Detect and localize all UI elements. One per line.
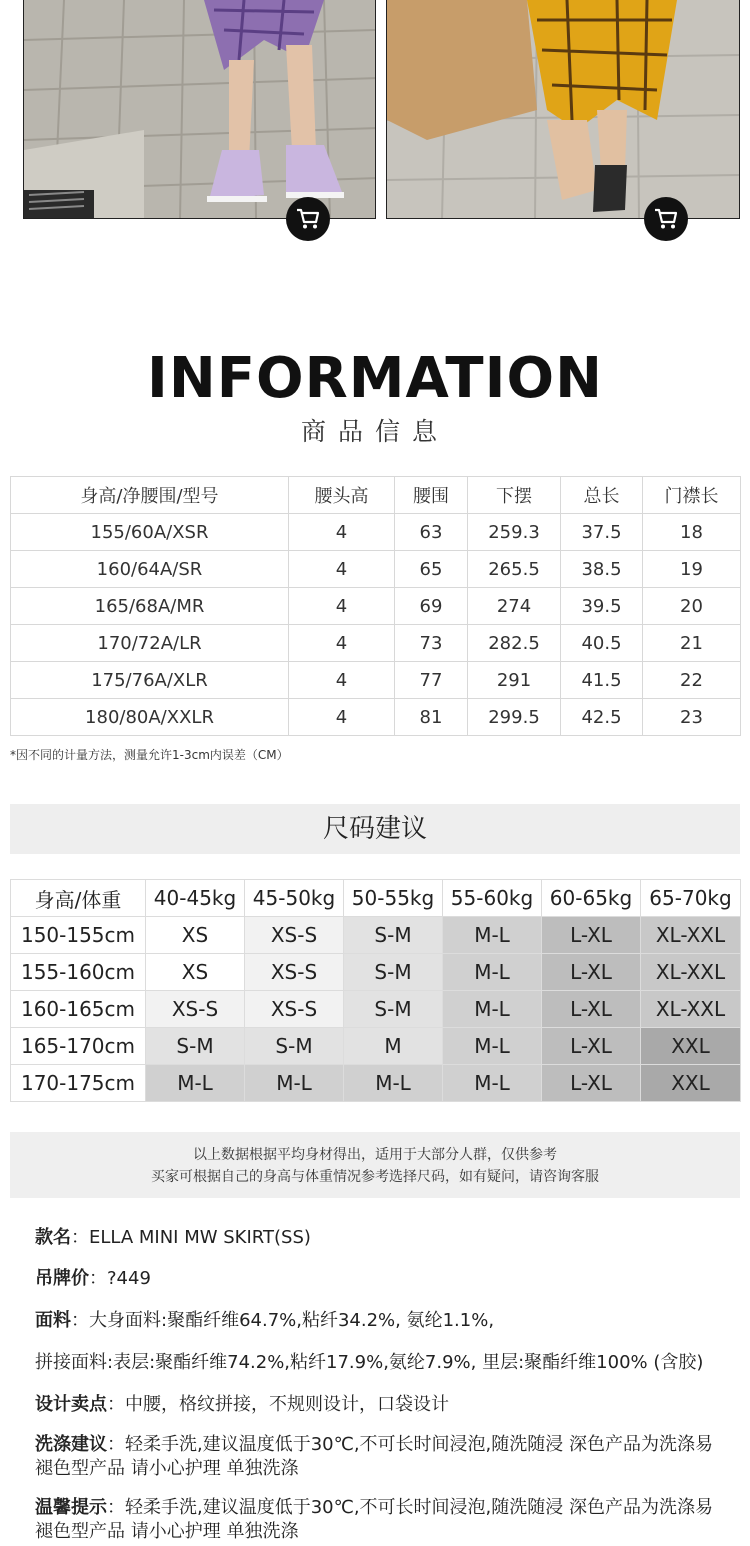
table-header-cell: 身高/净腰围/型号 [11,477,289,514]
table-cell: 170/72A/LR [11,625,289,662]
detail-fabric-extra: 拼接面料:表层:聚酯纤维74.2%,粘纤17.9%,氨纶7.9%, 里层:聚酯纤维100% (含胶) [35,1352,704,1373]
add-to-cart-button[interactable] [286,197,330,241]
table-cell: 259.3 [468,514,561,551]
size-cell: M-L [146,1065,245,1102]
detail-label: 款名 [35,1227,71,1248]
size-table [10,476,741,736]
table-row [11,917,741,954]
table-cell: 160-165cm [11,991,146,1028]
table-row [11,991,741,1028]
size-cell: S-M [344,917,443,954]
size-cell: M-L [245,1065,344,1102]
size-cell: XS [146,954,245,991]
table-header-cell: 腰头高 [289,477,395,514]
photo-illustration [387,0,740,219]
size-cell: L-XL [542,954,641,991]
table-cell: 150-155cm [11,917,146,954]
detail-value: ：?449 [89,1268,151,1289]
table-cell: 23 [643,699,741,736]
size-cell: S-M [245,1028,344,1065]
detail-value: ：大身面料:聚酯纤维64.7%,粘纤34.2%, 氨纶1.1%, [71,1310,495,1331]
table-header-cell: 45-50kg [245,880,344,917]
size-advice-table [10,879,741,1102]
table-cell: 77 [395,662,468,699]
table-cell: 40.5 [561,625,643,662]
table-cell: 291 [468,662,561,699]
table-row [11,699,741,736]
detail-value: ：轻柔手洗,建议温度低于30℃,不可长时间浸泡,随洗随浸 深色产品为洗涤易褪色型产品 请小心护理 单独洗涤 [35,1434,714,1479]
size-cell: XXL [641,1065,741,1102]
table-cell: 4 [289,514,395,551]
cart-icon [296,208,320,230]
table-cell: 160/64A/SR [11,551,289,588]
size-cell: S-M [344,991,443,1028]
table-row [11,662,741,699]
size-cell: XS-S [245,991,344,1028]
size-cell: L-XL [542,991,641,1028]
table-cell: 4 [289,625,395,662]
table-header-cell: 总长 [561,477,643,514]
size-cell: XXL [641,1028,741,1065]
table-cell: 180/80A/XXLR [11,699,289,736]
product-photo-purple-plaid[interactable] [23,0,376,219]
table-row [11,588,741,625]
table-cell: 39.5 [561,588,643,625]
size-cell: L-XL [542,1065,641,1102]
table-cell: 69 [395,588,468,625]
table-cell: 165/68A/MR [11,588,289,625]
table-header-cell: 60-65kg [542,880,641,917]
table-header-row [11,477,741,514]
table-row [11,1065,741,1102]
table-cell: 170-175cm [11,1065,146,1102]
product-photo-yellow-plaid[interactable] [386,0,740,219]
table-cell: 4 [289,699,395,736]
size-cell: M-L [443,1065,542,1102]
table-cell: 155/60A/XSR [11,514,289,551]
table-cell: 19 [643,551,741,588]
size-cell: XS [146,917,245,954]
table-cell: 22 [643,662,741,699]
table-cell: 21 [643,625,741,662]
table-cell: 165-170cm [11,1028,146,1065]
detail-label: 吊牌价 [35,1268,89,1289]
add-to-cart-button[interactable] [644,197,688,241]
size-advice-title: 尺码建议 [10,804,740,854]
table-cell: 4 [289,588,395,625]
size-cell: M-L [443,1028,542,1065]
table-cell: 18 [643,514,741,551]
detail-label: 设计卖点 [35,1394,107,1415]
table-cell: 81 [395,699,468,736]
table-cell: 274 [468,588,561,625]
detail-value: ：ELLA MINI MW SKIRT(SS) [71,1227,311,1248]
table-row [11,1028,741,1065]
size-cell: L-XL [542,917,641,954]
size-cell: XS-S [245,917,344,954]
detail-label: 面料 [35,1310,71,1331]
detail-wash [35,1433,725,1481]
table-cell: 65 [395,551,468,588]
table-header-cell: 55-60kg [443,880,542,917]
cart-icon [654,208,678,230]
table-header-cell: 50-55kg [344,880,443,917]
detail-design [35,1393,725,1417]
table-header-cell: 65-70kg [641,880,741,917]
size-cell: M-L [443,991,542,1028]
detail-value: ：中腰，格纹拼接，不规则设计，口袋设计 [107,1394,449,1415]
table-cell: 4 [289,662,395,699]
table-cell: 41.5 [561,662,643,699]
size-cell: M-L [443,917,542,954]
detail-fabric [35,1309,725,1333]
information-title: INFORMATION [147,346,603,411]
size-cell: XL-XXL [641,917,741,954]
detail-value: ：轻柔手洗,建议温度低于30℃,不可长时间浸泡,随洗随浸 深色产品为洗涤易褪色型产品 请小心护理 单独洗涤 [35,1497,714,1542]
table-header-row [11,880,741,917]
table-cell: 42.5 [561,699,643,736]
size-cell: XS-S [146,991,245,1028]
size-cell: XL-XXL [641,954,741,991]
size-cell: XS-S [245,954,344,991]
size-tip-line: 买家可根据自己的身高与体重情况参考选择尺码，如有疑问，请咨询客服 [151,1169,599,1185]
size-cell: S-M [146,1028,245,1065]
table-row [11,625,741,662]
table-cell: 38.5 [561,551,643,588]
size-tip-box [10,1132,740,1198]
size-cell: S-M [344,954,443,991]
table-header-cell: 身高/体重 [11,880,146,917]
table-header-cell: 腰围 [395,477,468,514]
table-cell: 175/76A/XLR [11,662,289,699]
table-cell: 282.5 [468,625,561,662]
table-cell: 299.5 [468,699,561,736]
size-cell: M [344,1028,443,1065]
detail-warm-tip [35,1496,725,1544]
size-tip-line: 以上数据根据平均身材得出，适用于大部分人群，仅供参考 [193,1147,557,1163]
table-row [11,514,741,551]
size-cell: M-L [344,1065,443,1102]
table-header-cell: 下摆 [468,477,561,514]
table-row [11,954,741,991]
table-cell: 37.5 [561,514,643,551]
table-cell: 20 [643,588,741,625]
measurement-note: *因不同的计量方法，测量允许1-3cm内误差（CM） [10,748,289,762]
size-cell: XL-XXL [641,991,741,1028]
size-cell: M-L [443,954,542,991]
detail-label: 洗涤建议 [35,1434,107,1455]
table-cell: 155-160cm [11,954,146,991]
table-header-cell: 门襟长 [643,477,741,514]
table-header-cell: 40-45kg [146,880,245,917]
detail-tag-price [35,1267,725,1291]
table-row [11,551,741,588]
size-cell: L-XL [542,1028,641,1065]
product-photos [0,0,750,245]
table-cell: 63 [395,514,468,551]
table-cell: 4 [289,551,395,588]
information-subtitle: 商品信息 [300,417,449,446]
detail-style-name [35,1226,725,1250]
table-cell: 265.5 [468,551,561,588]
detail-label: 温馨提示 [35,1497,107,1518]
photo-illustration [24,0,376,219]
table-cell: 73 [395,625,468,662]
